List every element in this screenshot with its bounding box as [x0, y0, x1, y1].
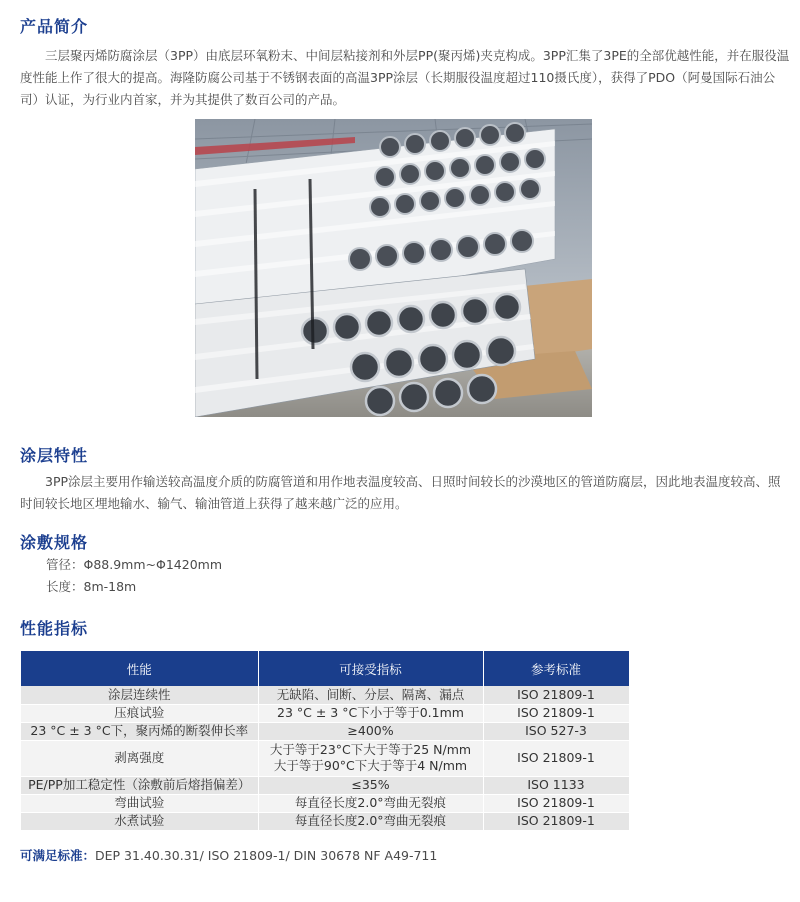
- cell-standard: ISO 1133: [483, 776, 629, 794]
- specs-title: 涂敷规格: [20, 533, 89, 552]
- intro-paragraph: 三层聚丙烯防腐涂层（3PP）由底层环氧粉末、中间层粘接剂和外层PP(聚丙烯)夹克构成。3PP汇集了3PE的全部优越性能，并在服役温度性能上作了很大的提高。海隆防腐公司基于不锈钢表面的高温3PP涂层（长期服役温度超过110摄氏度），获得了PDO（阿曼国际石油公司）认证，为行业内首家，并为其提供了数百公司的产品。: [20, 48, 790, 107]
- cell-criteria: 每直径长度2.0°弯曲无裂痕: [258, 812, 483, 830]
- cell-criteria: 每直径长度2.0°弯曲无裂痕: [258, 794, 483, 812]
- cell-standard: ISO 21809-1: [483, 794, 629, 812]
- cell-criteria: ≤35%: [258, 776, 483, 794]
- table-header-row: [21, 651, 629, 686]
- standards-list: DEP 31.40.30.31/ ISO 21809-1/ DIN 30678 NF A49-711: [95, 848, 438, 863]
- criteria-line: 大于等于90°C下大于等于4 N/mm: [273, 758, 468, 773]
- standards-label: 可满足标准：: [20, 848, 96, 863]
- cell-property: 23 °C ± 3 °C下，聚丙烯的断裂伸长率: [21, 722, 258, 740]
- cell-criteria: ≥400%: [258, 722, 483, 740]
- spec-diameter: 管径：Φ88.9mm~Φ1420mm: [46, 557, 223, 572]
- features-paragraph: 3PP涂层主要用作输送较高温度介质的防腐管道和用作地表温度较高、日照时间较长的沙漠地区的管道防腐层，因此地表温度较高、照时间较长地区埋地输水、输气、输油管道上获得了越来越广泛的应用。: [20, 474, 781, 511]
- cell-standard: ISO 21809-1: [483, 686, 629, 704]
- cell-standard: ISO 527-3: [483, 722, 629, 740]
- performance-title: 性能指标: [20, 619, 89, 638]
- cell-criteria: 无缺陷、间断、分层、隔离、漏点: [258, 686, 483, 704]
- table-row: [21, 740, 629, 776]
- cell-property: 弯曲试验: [21, 794, 258, 812]
- coated-pipes-photo: [195, 119, 592, 417]
- cell-criteria: [258, 740, 483, 776]
- spec-length: 长度：8m-18m: [46, 579, 137, 594]
- compliance-standards: [20, 846, 437, 864]
- cell-property: PE/PP加工稳定性（涂敷前后熔指偏差）: [21, 776, 258, 794]
- performance-table: [21, 651, 630, 831]
- table-row: [21, 812, 629, 830]
- table-row: [21, 722, 629, 740]
- cell-standard: ISO 21809-1: [483, 704, 629, 722]
- cell-property: 水煮试验: [21, 812, 258, 830]
- header-standard: 参考标准: [483, 651, 629, 686]
- cell-property: 涂层连续性: [21, 686, 258, 704]
- header-property: 性能: [21, 651, 258, 686]
- criteria-line: 大于等于23°C下大于等于25 N/mm: [269, 742, 472, 757]
- table-row: [21, 794, 629, 812]
- cell-standard: ISO 21809-1: [483, 812, 629, 830]
- table-row: [21, 686, 629, 704]
- table-row: [21, 776, 629, 794]
- pipes-illustration: [195, 119, 592, 417]
- cell-property: 压痕试验: [21, 704, 258, 722]
- table-row: [21, 704, 629, 722]
- cell-criteria: 23 °C ± 3 °C下小于等于0.1mm: [258, 704, 483, 722]
- features-title: 涂层特性: [20, 446, 89, 465]
- intro-title: 产品简介: [20, 17, 89, 36]
- cell-property: 剥离强度: [21, 740, 258, 776]
- cell-standard: ISO 21809-1: [483, 740, 629, 776]
- header-criteria: 可接受指标: [258, 651, 483, 686]
